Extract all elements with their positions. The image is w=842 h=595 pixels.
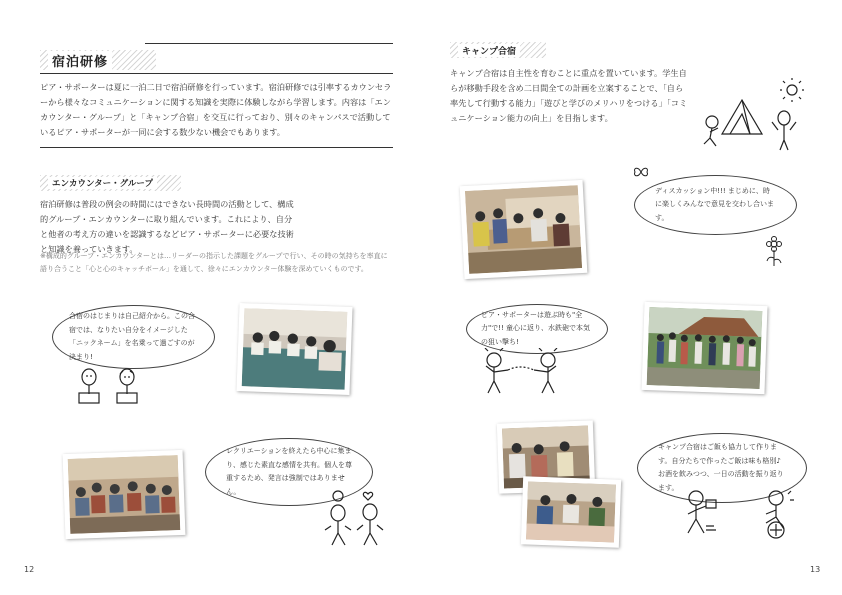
flower-icon xyxy=(762,236,786,268)
stick-figure-icon xyxy=(478,348,566,396)
photo-group-intro xyxy=(236,303,352,395)
photo-water-gun xyxy=(642,302,768,394)
sub-title-box xyxy=(40,175,181,191)
photo-recreation xyxy=(63,450,186,539)
sub-title: エンカウンター・グループ xyxy=(48,177,157,189)
photo-image xyxy=(242,308,348,390)
photo-image xyxy=(68,455,181,534)
sub-paragraph: 宿泊研修は普段の例会の時間にはできない長時間の活動として、構成的グループ・エンカウンターに取り組んでいます。これにより、自分と他者の考え方の違いを認識するなどピア・サポーターに必要な技術と知識を養っていきます。 xyxy=(40,199,294,254)
butterfly-icon xyxy=(633,166,649,178)
tent-icon xyxy=(700,78,805,156)
photo-image xyxy=(465,185,582,274)
section-title-box xyxy=(40,50,156,70)
section-title-box xyxy=(450,42,546,58)
bubble-text: キャンプ合宿はご飯も協力して作ります。自分たちで作ったご飯は味も格別♪ お酒を飲みつつ、一日の活動を振り返ります。 xyxy=(658,443,784,492)
stick-figure-icon xyxy=(75,368,150,408)
section-title: 宿泊研修 xyxy=(48,51,112,70)
bubble-text: ディスカッション中!!! まじめに、時に楽しくみんなで意見を交わし合います。 xyxy=(655,186,774,222)
intro-paragraph: ピア・サポーターは夏に一泊二日で宿泊研修を行っています。宿泊研修では引率するカウンセラーから様々なコミュニケーションに関する知識を実際に体験しながら学習します。内容は「エンカウンター・グループ」と「キャンプ合宿」を交互に行っており、別々のキャンパスで活動しているピア・サポーターが一同に会する数少ない機会でもあります。 xyxy=(40,82,392,137)
section-title: キャンプ合宿 xyxy=(458,44,520,57)
speech-bubble xyxy=(52,305,215,369)
speech-bubble xyxy=(466,304,608,354)
title-rule-left xyxy=(40,73,393,74)
intro-rule-left xyxy=(40,147,393,148)
photo-cooking-2 xyxy=(521,476,621,547)
photo-image xyxy=(647,307,763,389)
top-rule-left xyxy=(145,43,393,44)
page-number: 13 xyxy=(810,565,821,574)
stick-figure-icon xyxy=(322,488,387,548)
footnote: ※構成的グループ・エンカウンターとは…リーダーの指示した課題をグループで行い、その時の気持ちを率直に語り合うこと「心と心のキャッチボール」を通して、徐々にエンカウンター体験を深めていくものです。 xyxy=(40,252,388,273)
bubble-text: ピア・サポーターは遊ぶ時も"全力"で!! 童心に返り、水鉄砲で本気の狙い撃ち! xyxy=(481,310,591,346)
stick-figure-icon xyxy=(676,486,804,544)
photo-discussion xyxy=(460,180,588,279)
photo-image xyxy=(526,481,616,542)
bubble-text: 合宿のはじまりは自己紹介から。この合宿では、なりたい自分をイメージした「ニックネーム」を名乗って過ごすのが決まり! xyxy=(69,312,195,361)
bubble-text: レクリエーションを終えたら中心に集まり、感じた素直な感情を共有。個人を尊重するため、発言は強制ではありません。 xyxy=(226,447,352,496)
speech-bubble xyxy=(634,175,797,235)
page-number: 12 xyxy=(24,565,35,574)
intro-paragraph: キャンプ合宿は自主性を育むことに重点を置いています。学生自らが移動手段を含め二日間全ての計画を立案することで、「自ら率先して行動する能力」「遊びと学びのメリハリをつける」「コミュニケーション能力の向上」を目指します。 xyxy=(450,68,688,123)
